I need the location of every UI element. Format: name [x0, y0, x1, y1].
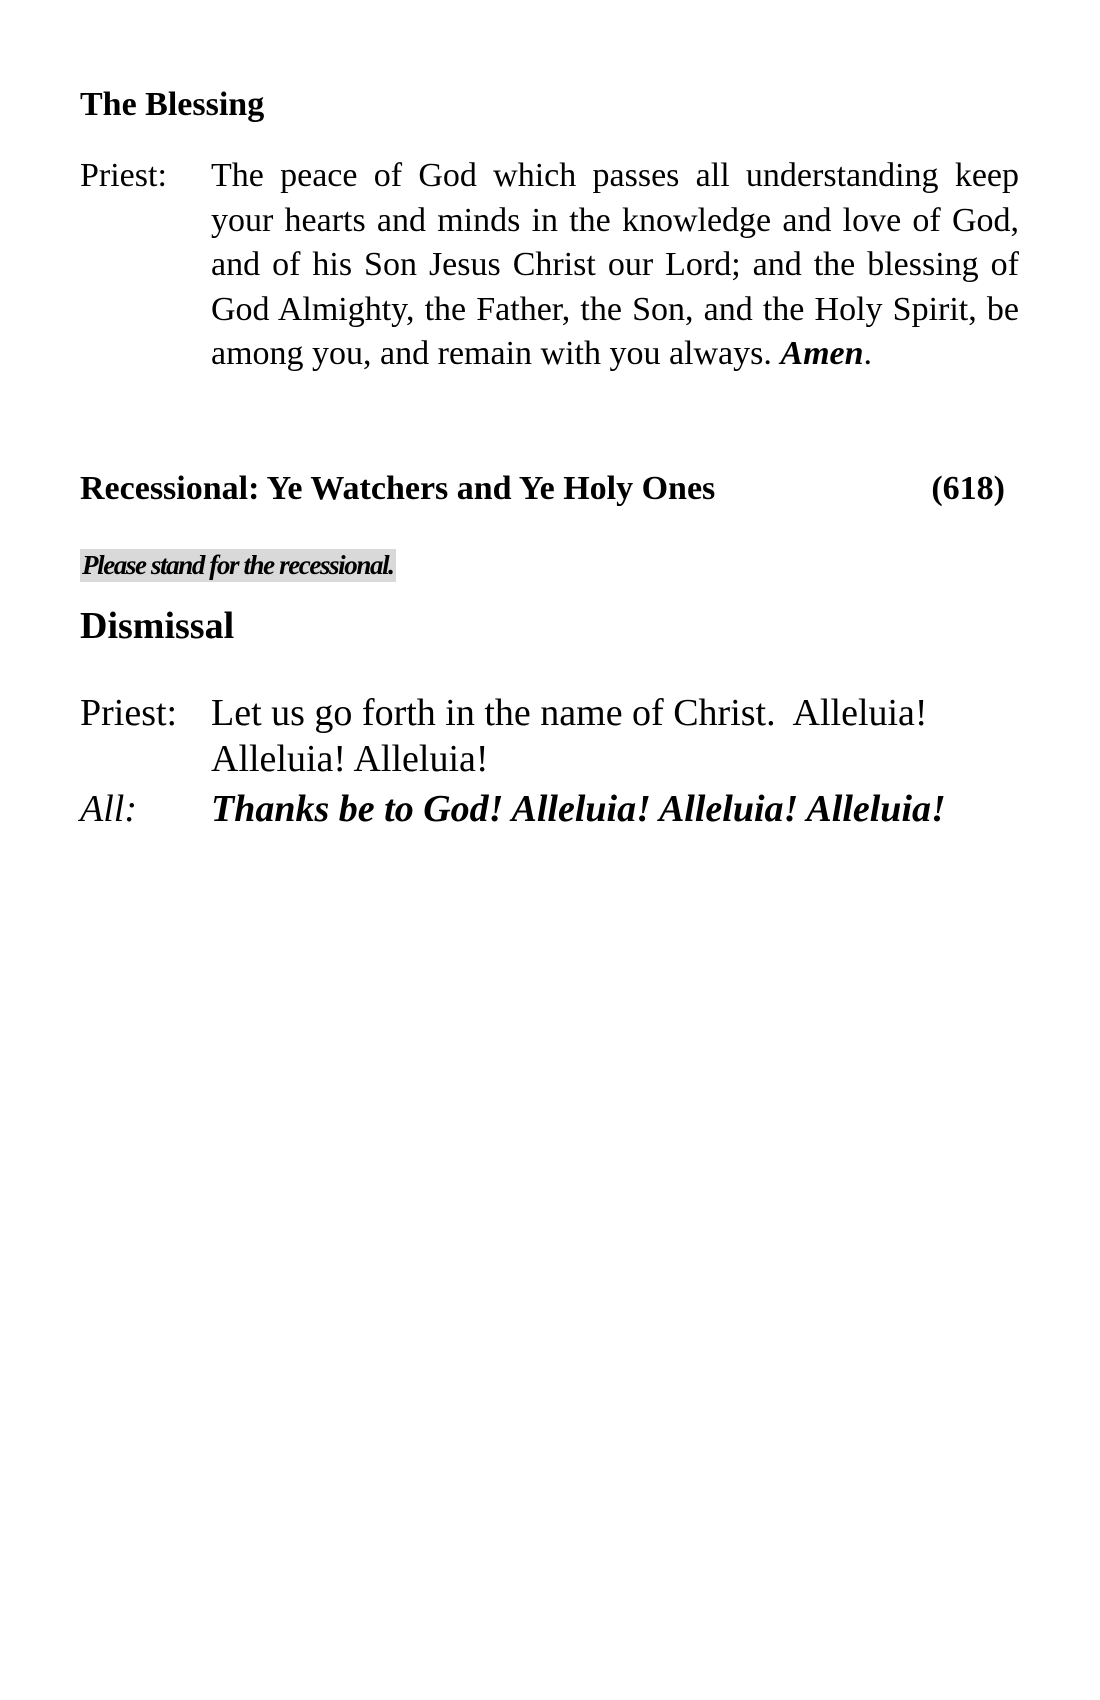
bulletin-page	[80, 0, 1019, 1700]
recessional-hymn	[80, 470, 1005, 508]
dismissal-priest-text	[211, 690, 1019, 782]
rubric-instruction: Please stand for the recessional.	[82, 550, 394, 580]
dismissal-people-speaker: All:	[80, 788, 137, 830]
blessing-speaker: Priest:	[80, 157, 167, 194]
recessional-label: Recessional: Ye Watchers and Ye Holy Ones	[80, 470, 716, 507]
blessing-heading: The Blessing	[80, 86, 265, 123]
dismissal-priest-speaker: Priest:	[80, 692, 178, 734]
dismissal-priest-line-1: Let us go forth in the name of Christ. Alleluia!	[211, 692, 928, 734]
blessing-text	[211, 154, 1019, 377]
recessional-hymn-number: (618)	[931, 470, 1005, 507]
dismissal-priest-line-2: Alleluia! Alleluia!	[211, 738, 489, 780]
blessing-prayer-text: The peace of God which passes all understanding keep your hearts and minds in the knowledge and love of God, and of his Son Jesus Christ our Lord; and the blessing of God Almighty, the Father, the Son, and the Holy Spirit, be among you, and remain with you always.	[211, 157, 1019, 372]
blessing-response-punct: .	[863, 335, 873, 372]
blessing-response-amen: Amen	[780, 335, 864, 372]
dismissal-heading: Dismissal	[80, 605, 235, 647]
dismissal-people-text: Thanks be to God! Alleluia! Alleluia! Alleluia!	[211, 788, 946, 830]
